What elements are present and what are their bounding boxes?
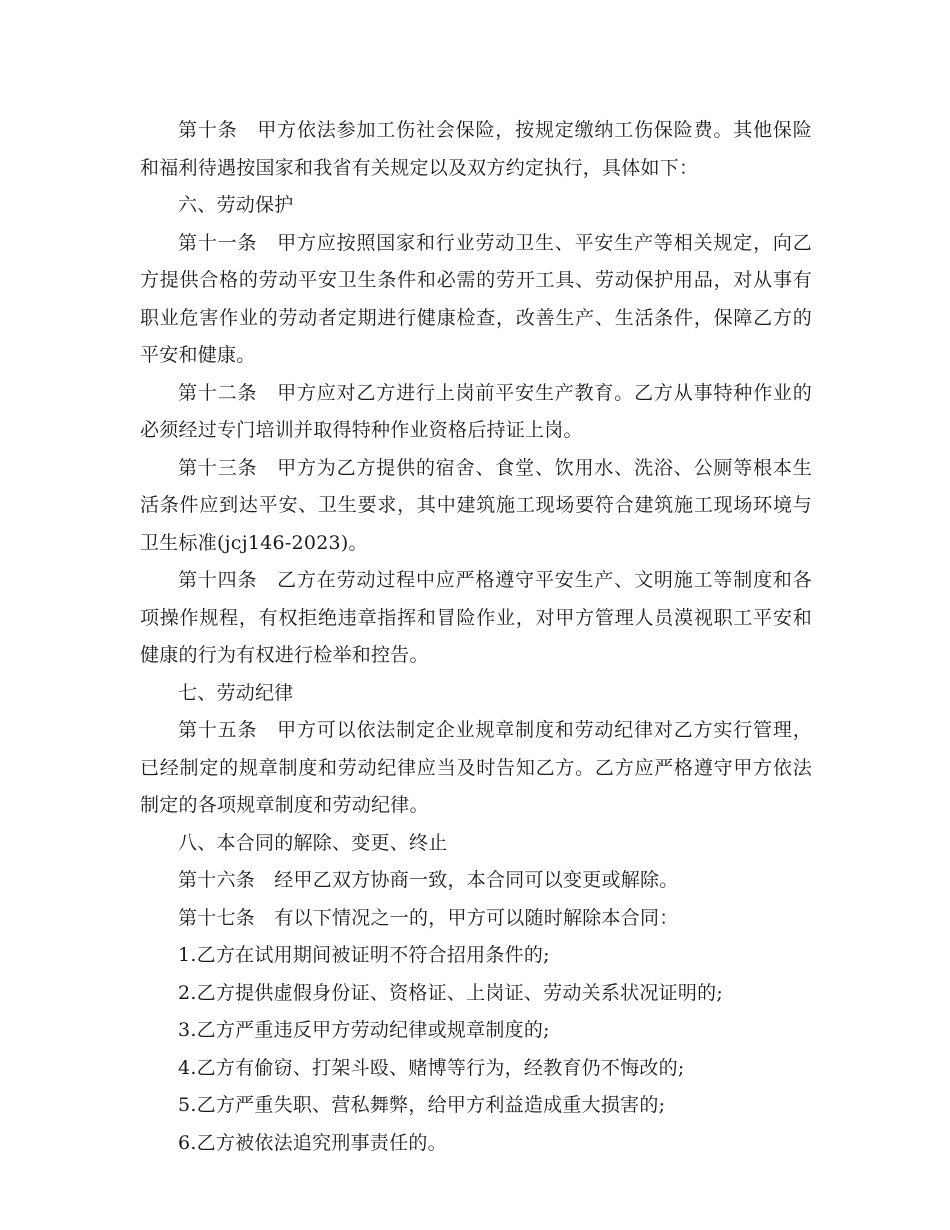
list-item: 4.乙方有偷窃、打架斗殴、赌博等行为，经教育仍不悔改的; [178,1056,685,1079]
article-13: 第十三条 甲方为乙方提供的宿舍、食堂、饮用水、洗浴、公厕等根本生活条件应到达平安、卫生要求，其中建筑施工现场要符合建筑施工现场环境与卫生标准(jcj146-2023)。 [140,456,812,554]
section-heading-labor-discipline: 七、劳动纪律 [178,681,294,704]
list-item: 5.乙方严重失职、营私舞弊，给甲方利益造成重大损害的; [178,1094,666,1116]
list-item: 1.乙方在试用期间被证明不符合招用条件的; [178,944,550,966]
document-body [140,112,812,1162]
article-15: 第十五条 甲方可以依法制定企业规章制度和劳动纪律对乙方实行管理，已经制定的规章制度和劳动纪律应当及时告知乙方。乙方应严格遵守甲方依法制定的各项规章制度和劳动纪律。 [140,719,812,816]
article-17: 第十七条 有以下情况之一的，甲方可以随时解除本合同： [178,906,679,929]
article-12: 第十二条 甲方应对乙方进行上岗前平安生产教育。乙方从事特种作业的必须经过专门培训并取得特种作业资格后持证上岗。 [140,381,812,441]
article-10: 第十条 甲方依法参加工伤社会保险，按规定缴纳工伤保险费。其他保险和福利待遇按国家和我省有关规定以及双方约定执行，具体如下： [140,119,812,179]
list-item: 3.乙方严重违反甲方劳动纪律或规章制度的; [178,1019,550,1041]
list-item: 6.乙方被依法追究刑事责任的。 [178,1131,447,1154]
article-14: 第十四条 乙方在劳动过程中应严格遵守平安生产、文明施工等制度和各项操作规程，有权拒绝违章指挥和冒险作业，对甲方管理人员漠视职工平安和健康的行为有权进行检举和控告。 [140,569,812,666]
article-11: 第十一条 甲方应按照国家和行业劳动卫生、平安生产等相关规定，向乙方提供合格的劳动平安卫生条件和必需的劳开工具、劳动保护用品，对从事有职业危害作业的劳动者定期进行健康检查，改善生产、生活条件，保障乙方的平安和健康。 [140,231,812,366]
section-heading-termination: 八、本合同的解除、变更、终止 [178,831,448,854]
list-item: 2.乙方提供虚假身份证、资格证、上岗证、劳动关系状况证明的; [178,981,724,1004]
section-heading-labor-protection: 六、劳动保护 [178,194,294,216]
article-16: 第十六条 经甲乙双方协商一致，本合同可以变更或解除。 [178,869,679,891]
